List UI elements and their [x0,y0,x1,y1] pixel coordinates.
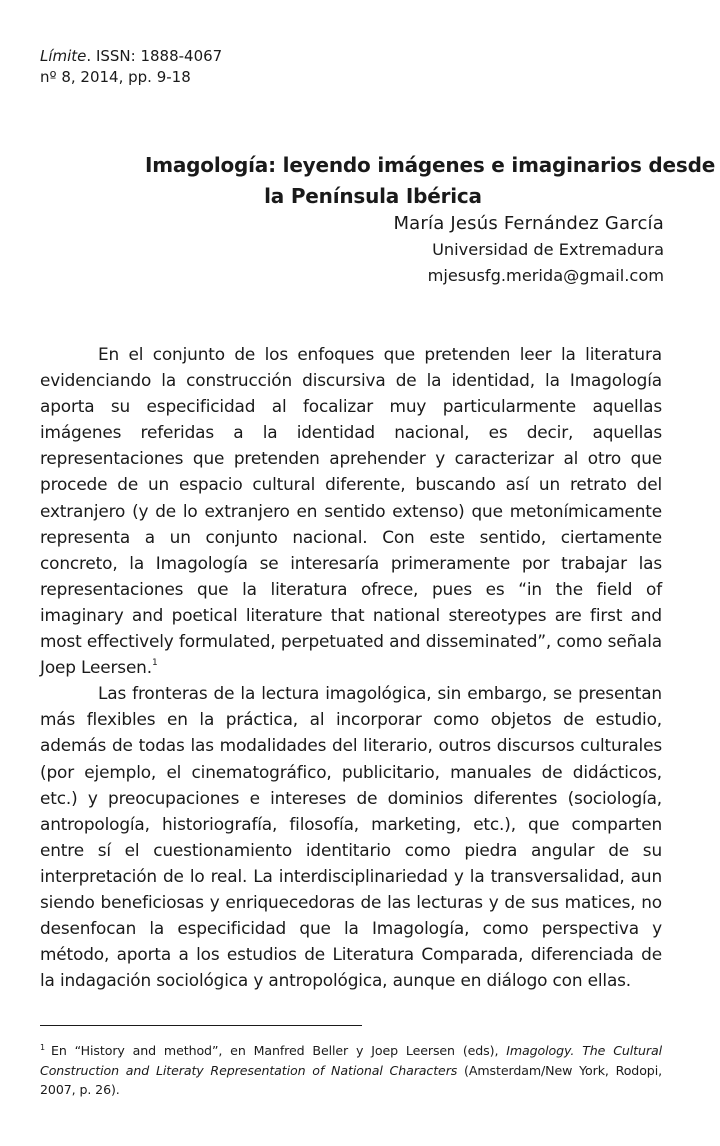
footnote-separator [40,1025,362,1026]
footnote-text-after: (Amsterdam/New York, Rodopi, 2007, p. 26). [40,1062,662,1098]
footnote [40,1041,662,1100]
author-name: María Jesús Fernández García [393,213,664,234]
author-affiliation: Universidad de Extremadura [432,240,664,259]
author-email: mjesusfg.merida@gmail.com [427,266,664,285]
footnote-number: 1 [40,1043,45,1052]
journal-issue: nº 8, 2014, pp. 9-18 [40,68,191,86]
article-title [40,150,716,212]
footnote-reference: 1 [151,658,158,669]
body-paragraph-2: Las fronteras de la lectura imagológica, sin embargo, se presentan más flexibles en la práctica, al incorporar como objetos de estudio, además de todas las modalidades del literario, outros discursos culturales (por ejemplo, el cinematográfico, publicitario, manuales de didácticos, etc.) y preocupaciones e intereses de dominios diferentes (sociología, antropología, historiografía, filosofía, marketing, etc.), que comparten entre sí el cuestionamiento identitario como piedra angular de su interpretación de lo real. La interdisciplinariedad y la transversalidad, aun siendo beneficiosas y enriquecedoras de las lecturas y de sus matices, no desenfocan la especificidad que la Imagología, como perspectiva y método, aporta a los estudios de Literatura Comparada, diferenciada de la indagación sociológica y antropológica, aunque en diálogo con ellas. [40,683,662,991]
journal-citation-line [40,46,222,67]
paragraph-1-text: En el conjunto de los enfoques que pretenden leer la literatura evidenciando la construcción discursiva de la identidad, la Imagología aporta su especificidad al focalizar muy particularmente aquellas imágenes referidas a la identidad nacional, es decir, aquellas representaciones que pretenden aprehender y caracterizar al otro que procede de un espacio cultural diferente, buscando así un retrato del extranjero (y de lo extranjero en sentido extenso) que metonímicamente representa a un conjunto nacional. Con este sentido, ciertamente concreto, la Imagología se interesaría primeramente por trabajar las representaciones que la literatura ofrece, pues es “in the field of imaginary and poetical literature that national stereotypes are first and most effectively formulated, perpetuated and disseminated”, como señala Joep Leersen. [40,344,662,678]
body-paragraph-1 [40,341,662,680]
article-title-line-1: Imagología: leyendo imágenes e imaginarios desde [145,153,716,177]
author-block [393,211,664,289]
footnote-book-title: Imagology. The Cultural Construction and Literaty Representation of National Characters [40,1043,663,1078]
journal-header [40,46,222,88]
article-body [40,341,662,993]
journal-name: Límite [40,47,87,65]
journal-issn: . ISSN: 1888-4067 [86,47,223,65]
footnote-text-before: En “History and method”, en Manfred Beller y Joep Leersen (eds), [51,1043,507,1058]
article-title-line-2: la Península Ibérica [264,184,482,208]
